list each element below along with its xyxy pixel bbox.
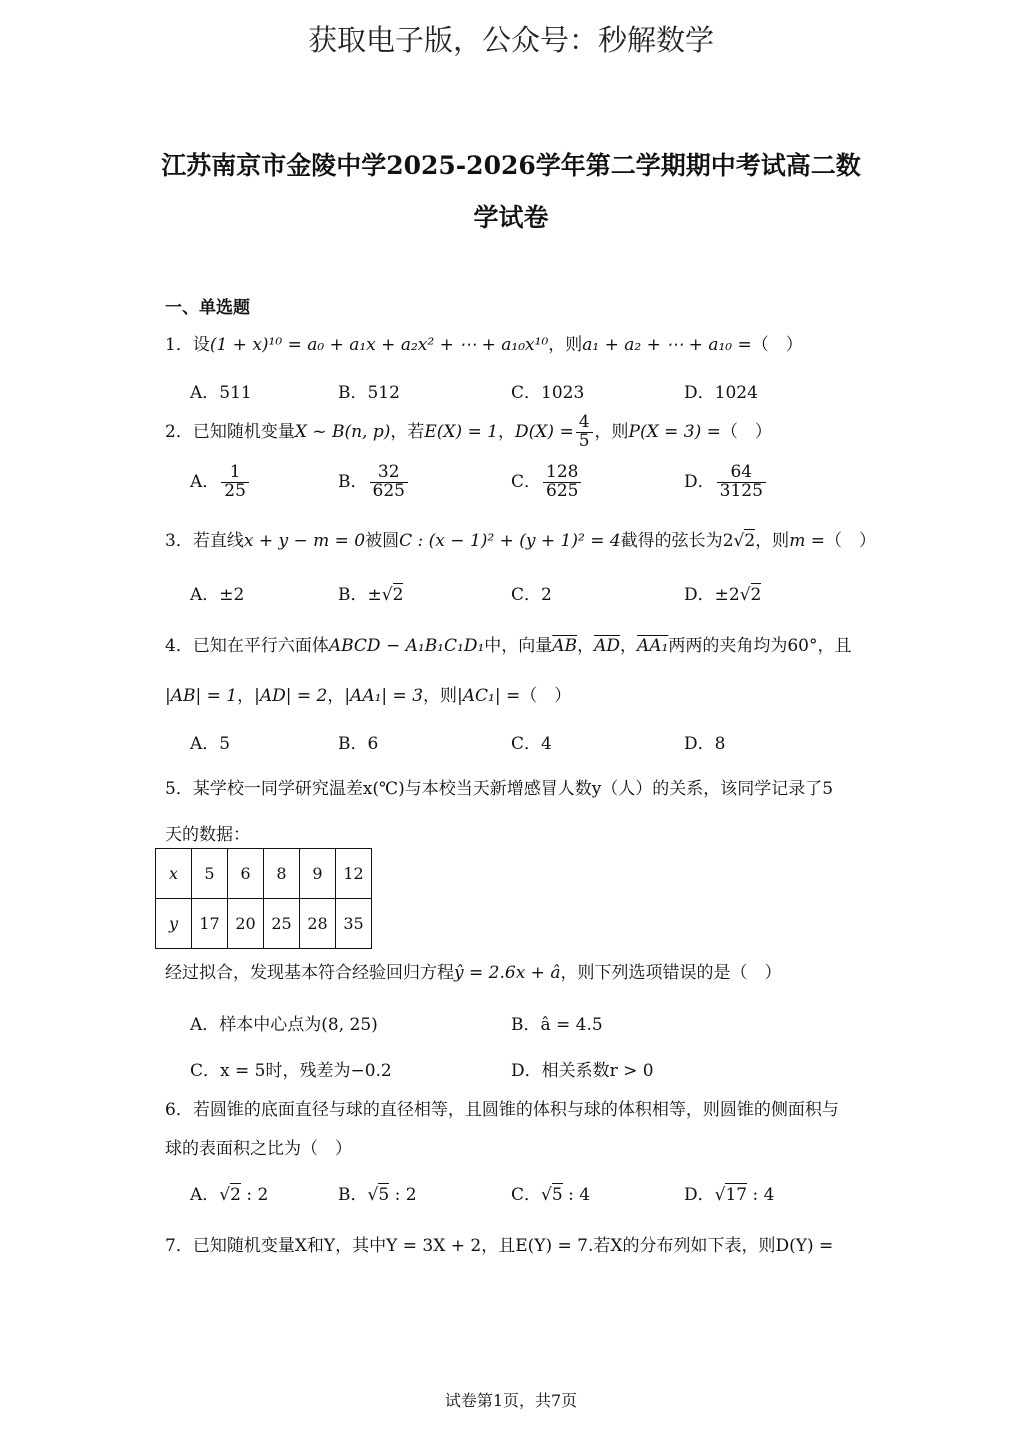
- vector: $\overline{AD}$: [594, 636, 620, 656]
- question-5: [165, 774, 833, 799]
- numerator: 128: [543, 464, 581, 483]
- option-label: B．±: [338, 585, 382, 605]
- option-d: D．±2√2: [684, 585, 762, 605]
- math-expression: a₁ + a₂ + ⋯ + a₁₀ =: [582, 335, 752, 355]
- table-cell: y: [156, 899, 192, 949]
- table-row: [156, 899, 372, 949]
- table-cell: 28: [300, 899, 336, 949]
- math-expression: ŷ = 2.6x + â: [454, 963, 561, 983]
- option-c: C．2: [511, 585, 552, 605]
- denominator: 5: [578, 430, 590, 451]
- section-heading: 一、单选题: [165, 298, 250, 318]
- question-text: 某学校一同学研究温差x(℃)与本校当天新增感冒人数y（人）的关系，该同学记录了5: [192, 779, 834, 799]
- question-6-line2: 球的表面积之比为（ ）: [165, 1139, 352, 1159]
- numerator: 64: [717, 464, 766, 483]
- option-b: B．512: [338, 383, 400, 403]
- denominator: 3125: [719, 480, 763, 501]
- math-expression: |AC₁| =: [457, 686, 521, 706]
- question-number: 1．: [165, 335, 193, 355]
- answer-paren: （ ）: [751, 335, 803, 355]
- radicand: 2: [750, 585, 762, 605]
- table-cell: 20: [228, 899, 264, 949]
- option-label: D．: [684, 471, 715, 492]
- question-4: [165, 631, 852, 656]
- answer-paren: （ ）: [520, 686, 572, 706]
- option-d: D．1024: [684, 383, 758, 403]
- radicand: 5: [551, 1185, 563, 1205]
- table-cell: x: [156, 849, 192, 899]
- option-a: A．√2 : 2: [190, 1185, 269, 1205]
- vector: $\overline{AB}$: [552, 636, 578, 656]
- question-1: [165, 330, 803, 355]
- question-text: ，则: [594, 421, 629, 442]
- option-a: A．±2: [190, 585, 245, 605]
- option-b: [338, 464, 410, 501]
- option-c: C．1023: [511, 383, 585, 403]
- question-5-line2: 天的数据：: [165, 825, 250, 845]
- option-a: A．样本中心点为(8, 25): [190, 1015, 378, 1035]
- option-label: C．: [511, 471, 542, 492]
- table-cell: 8: [264, 849, 300, 899]
- option-label: A．: [190, 1185, 220, 1205]
- question-6: [165, 1095, 839, 1120]
- question-text: ，则: [755, 531, 790, 551]
- question-4-line2: [165, 681, 571, 706]
- question-2: [165, 414, 772, 451]
- radicand: 2: [392, 585, 404, 605]
- math-expression: |AB| = 1: [165, 686, 238, 706]
- question-text: ，若: [390, 421, 425, 442]
- question-number: 5．: [165, 779, 193, 799]
- option-c: [511, 464, 583, 501]
- math-expression: m =: [789, 531, 825, 551]
- option-text: : 4: [747, 1185, 775, 1205]
- option-c: C．4: [511, 734, 552, 754]
- option-c: C．√5 : 4: [511, 1185, 591, 1205]
- option-label: B．: [338, 471, 368, 492]
- math-expression: ABCD − A₁B₁C₁D₁: [328, 636, 485, 656]
- option-d: [684, 464, 768, 501]
- numerator: 1: [221, 464, 249, 483]
- table-cell: 17: [192, 899, 228, 949]
- watermark: 获取电子版，公众号：秒解数学: [307, 23, 714, 57]
- question-text: ，则: [423, 686, 458, 706]
- option-text: : 2: [240, 1185, 269, 1205]
- table-cell: 5: [192, 849, 228, 899]
- question-text: 截得的弦长为: [620, 531, 723, 551]
- question-text: 设: [192, 335, 210, 355]
- option-label: B．: [338, 1185, 368, 1205]
- option-text: : 2: [389, 1185, 417, 1205]
- fraction: [370, 464, 408, 501]
- table-cell: 25: [264, 899, 300, 949]
- question-number: 4．: [165, 636, 193, 656]
- separator: ，: [577, 636, 595, 656]
- table-cell: 12: [336, 849, 372, 899]
- question-7: [165, 1231, 833, 1256]
- option-b: B．±√2: [338, 585, 404, 605]
- option-d: D．√17 : 4: [684, 1185, 775, 1205]
- answer-paren: （ ）: [824, 531, 876, 551]
- question-text: 中，向量: [484, 636, 553, 656]
- option-d: D．8: [684, 734, 726, 754]
- question-text: ，: [498, 421, 516, 442]
- vector: AA₁: [636, 636, 669, 656]
- data-table: [155, 848, 372, 949]
- denominator: 625: [372, 480, 405, 501]
- option-label: C．: [511, 1185, 542, 1205]
- fraction: [717, 464, 766, 501]
- separator: ，: [327, 686, 345, 706]
- radicand: 2: [230, 1185, 241, 1205]
- option-text: : 4: [562, 1185, 591, 1205]
- numerator: 32: [370, 464, 408, 483]
- separator: ，: [619, 636, 637, 656]
- denominator: 625: [546, 480, 579, 501]
- question-text: ，则: [548, 335, 583, 355]
- question-text: 两两的夹角均为60°，且: [668, 636, 852, 656]
- math-expression: X ~ B(n, p): [294, 421, 391, 442]
- question-text: 已知在平行六面体: [192, 636, 329, 656]
- page-title-line1: 江苏南京市金陵中学2025-2026学年第二学期期中考试高二数: [161, 151, 861, 180]
- math-expression: |AD| = 2: [254, 686, 328, 706]
- question-number: 3．: [165, 531, 193, 551]
- radicand: 5: [378, 1185, 390, 1205]
- option-d: D．相关系数r > 0: [511, 1061, 654, 1081]
- numerator: 4: [576, 414, 593, 433]
- fraction: [543, 464, 581, 501]
- table-cell: 9: [300, 849, 336, 899]
- option-label: D．±2: [684, 585, 740, 605]
- math-expression: (1 + x)¹⁰ = a₀ + a₁x + a₂x² + ⋯ + a₁₀x¹⁰: [209, 335, 549, 355]
- answer-paren: （ ）: [720, 421, 772, 442]
- separator: ，: [237, 686, 255, 706]
- option-b: B．â = 4.5: [511, 1015, 603, 1035]
- option-b: B．6: [338, 734, 379, 754]
- math-expression: E(X) = 1: [424, 421, 499, 442]
- fraction: [576, 414, 593, 451]
- math-expression: C : (x − 1)² + (y + 1)² = 4: [399, 531, 621, 551]
- fraction: [221, 464, 249, 501]
- option-c: C．x = 5时，残差为−0.2: [190, 1061, 392, 1081]
- question-text: 被圆: [365, 531, 400, 551]
- option-label: A．: [190, 471, 220, 492]
- math-expression: x + y − m = 0: [243, 531, 366, 551]
- question-text: 已知随机变量X和Y，其中Y = 3X + 2，且E(Y) = 7.若X的分布列如下表，则D(Y) =: [192, 1236, 834, 1256]
- option-a: A．511: [190, 383, 252, 403]
- question-text: ，则下列选项错误的是（ ）: [560, 963, 782, 983]
- table-cell: 6: [228, 849, 264, 899]
- question-5-line3: [165, 958, 781, 983]
- question-number: 6．: [165, 1100, 193, 1120]
- table-row: [156, 849, 372, 899]
- option-a: A．5: [190, 734, 231, 754]
- page-footer: 试卷第1页，共7页: [444, 1391, 578, 1410]
- math-expression: D(X) =: [515, 421, 574, 442]
- option-label: D．: [684, 1185, 715, 1205]
- question-3: 3．若直线x + y − m = 0被圆C : (x − 1)² + (y + 1)² = 4截得的弦长为2√2，则m =（ ）: [165, 531, 876, 551]
- math-expression: |AA₁| = 3: [344, 686, 424, 706]
- radicand: 2: [744, 531, 756, 551]
- page-title-line2: 学试卷: [473, 203, 549, 232]
- question-number: 2．: [165, 421, 193, 442]
- question-text: 经过拟合，发现基本符合经验回归方程: [165, 963, 454, 983]
- question-text: 若直线: [192, 531, 244, 551]
- question-text: 已知随机变量: [192, 421, 295, 442]
- question-number: 7．: [165, 1236, 193, 1256]
- question-text: 若圆锥的底面直径与球的直径相等，且圆锥的体积与球的体积相等，则圆锥的侧面积与: [192, 1100, 839, 1120]
- table-cell: 35: [336, 899, 372, 949]
- denominator: 25: [224, 480, 246, 501]
- math-expression: P(X = 3) =: [628, 421, 721, 442]
- math-expression: 2: [722, 531, 734, 551]
- option-a: [190, 464, 251, 501]
- radicand: 17: [725, 1185, 748, 1205]
- option-b: B．√5 : 2: [338, 1185, 417, 1205]
